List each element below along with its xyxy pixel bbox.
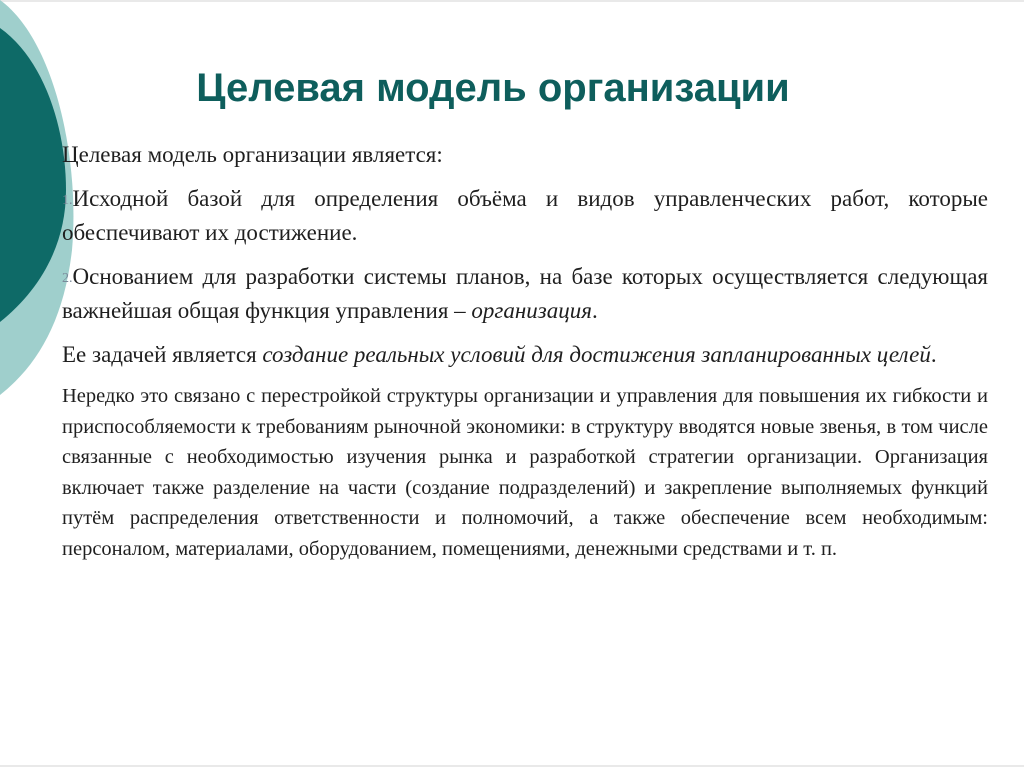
list-item-2 bbox=[62, 261, 988, 327]
task-end: . bbox=[930, 342, 937, 367]
list-item-2-italic: организация bbox=[471, 298, 592, 323]
slide-top-border bbox=[0, 0, 1024, 2]
task-lead: Ее задачей является bbox=[62, 342, 263, 367]
list-item-2-end: . bbox=[591, 298, 598, 323]
list-number-1: 1. bbox=[62, 193, 73, 208]
task-italic: создание реальных условий для достижения запланированных целей bbox=[262, 342, 931, 367]
slide-title: Целевая модель организации bbox=[196, 66, 790, 110]
task-paragraph bbox=[62, 339, 988, 371]
slide-content bbox=[62, 138, 988, 564]
list-item-1 bbox=[62, 183, 988, 249]
intro-text: Целевая модель организации является: bbox=[62, 142, 443, 167]
list-item-1-text: Исходной базой для определения объёма и видов управленческих работ, которые обеспечивают их достижение. bbox=[62, 186, 988, 245]
list-number-2: 2. bbox=[62, 271, 73, 286]
list-item-2-text: Основанием для разработки системы планов, на базе которых осуществляется следующая важнейшая общая функция управления – bbox=[62, 264, 988, 323]
body-paragraph: Нередко это связано с перестройкой структуры организации и управления для повышения их гибкости и приспособляемости к требованиям рыночной экономики: в структуру вводятся новые звенья, в том числе связанные с необходимостью изучения рынка и разработкой стратегии организации. Организация включает также разделение на части (создание подразделений) и закрепление выполняемых функций путём распределения ответственности и полномочий, а также обеспечение всем необходимым: персоналом, материалами, оборудованием, помещениями, денежными средствами и т. п. bbox=[62, 385, 988, 560]
